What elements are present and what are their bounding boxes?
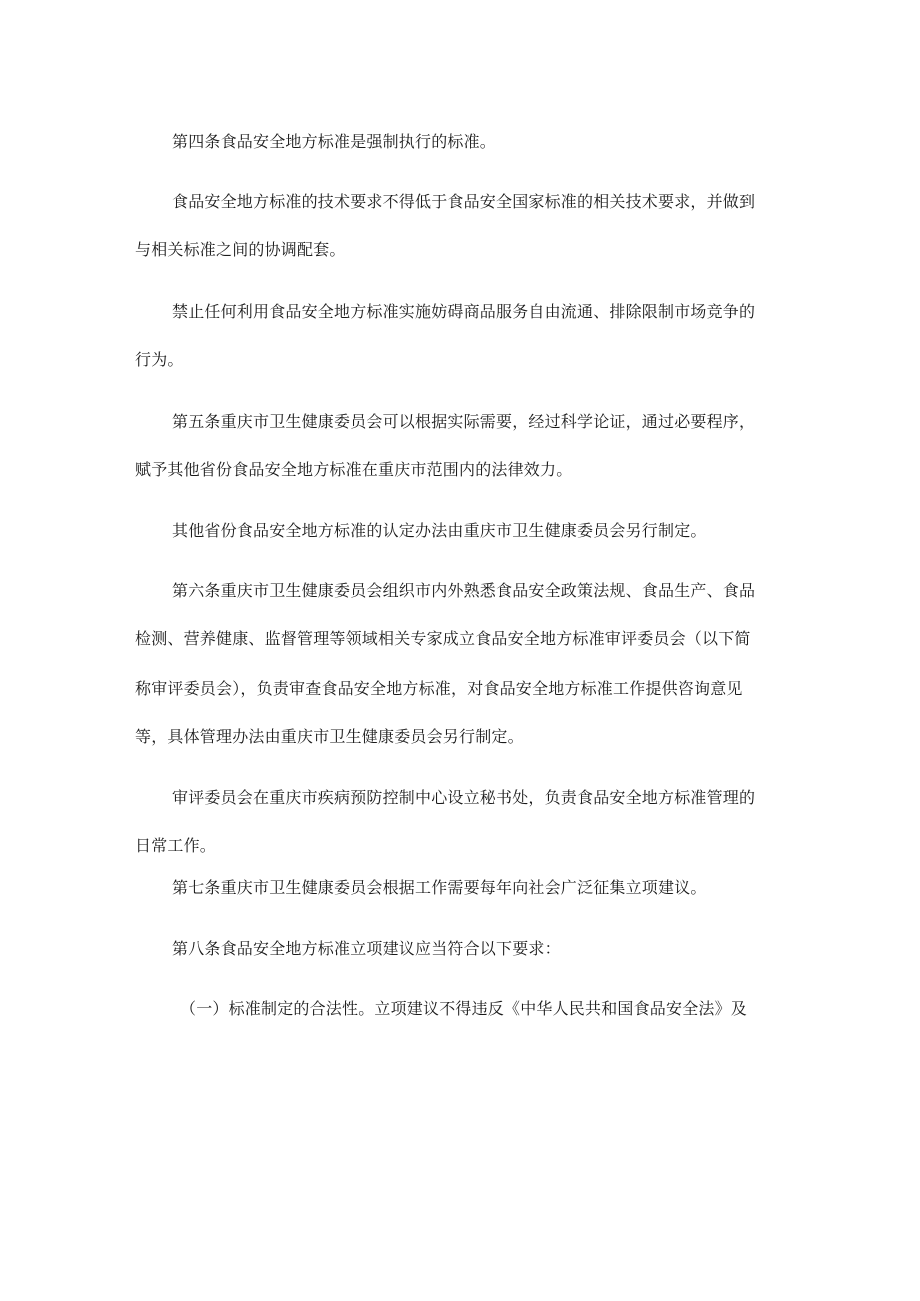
paragraph-line: 等，具体管理办法由重庆市卫生健康委员会另行制定。	[135, 727, 524, 746]
list-item-1-line: （一）标准制定的合法性。立项建议不得违反《中华人民共和国食品安全法》及	[180, 999, 748, 1018]
article-5-line: 第五条重庆市卫生健康委员会可以根据实际需要，经过科学论证，通过必要程序，	[172, 412, 756, 431]
paragraph-line: 禁止任何利用食品安全地方标准实施妨碍商品服务自由流通、排除限制市场竞争的	[172, 302, 756, 321]
paragraph-line: 审评委员会在重庆市疾病预防控制中心设立秘书处，负责食品安全地方标准管理的	[172, 788, 756, 807]
article-6-line: 第六条重庆市卫生健康委员会组织市内外熟悉食品安全政策法规、食品生产、食品	[172, 581, 756, 600]
article-4-line: 第四条食品安全地方标准是强制执行的标准。	[172, 132, 497, 151]
paragraph-line: 称审评委员会），负责审查食品安全地方标准，对食品安全地方标准工作提供咨询意见	[135, 679, 743, 698]
paragraph-line: 食品安全地方标准的技术要求不得低于食品安全国家标准的相关技术要求，并做到	[172, 192, 756, 211]
paragraph-line: 检测、营养健康、监督管理等领域相关专家成立食品安全地方标准审评委员会（以下简	[135, 629, 751, 648]
article-7-line: 第七条重庆市卫生健康委员会根据工作需要每年向社会广泛征集立项建议。	[172, 878, 707, 897]
paragraph-line: 行为。	[135, 350, 184, 369]
paragraph-line: 日常工作。	[135, 836, 217, 855]
paragraph-line: 与相关标准之间的协调配套。	[135, 240, 346, 259]
paragraph-line: 赋予其他省份食品安全地方标准在重庆市范围内的法律效力。	[135, 460, 573, 479]
paragraph-line: 其他省份食品安全地方标准的认定办法由重庆市卫生健康委员会另行制定。	[172, 521, 707, 540]
article-8-line: 第八条食品安全地方标准立项建议应当符合以下要求：	[172, 939, 561, 958]
